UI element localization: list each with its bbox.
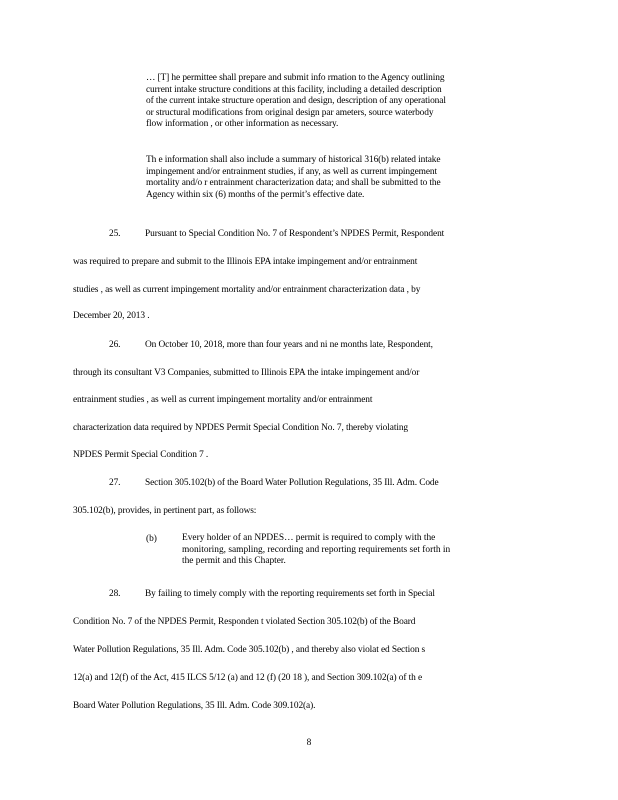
paragraph-25-line-1	[109, 228, 552, 240]
paragraph-28-line: Water Pollution Regulations, 35 Ill. Adm. Code 305.102(b) , and thereby also violat ed Section s	[73, 645, 426, 655]
paragraph-28-line: Condition No. 7 of the NPDES Permit, Responden t violated Section 305.102(b) of the Board	[73, 617, 416, 627]
paragraph-28-line: 12(a) and 12(f) of the Act, 415 ILCS 5/12 (a) and 12 (f) (20 18 ), and Section 309.102(a) of th e	[73, 673, 423, 683]
paragraph-text: On October 10, 2018, more than four years and ni ne months late, Respondent,	[145, 340, 433, 350]
quote-line: flow information , or other information as necessary.	[146, 119, 339, 130]
quote-line: of the current intake structure operation and design, description of any operational	[146, 96, 446, 107]
paragraph-text: Pursuant to Special Condition No. 7 of Respondent’s NPDES Permit, Respondent	[145, 229, 445, 239]
quote-line: current intake structure conditions at this facility, including a detailed description	[146, 84, 442, 95]
paragraph-26-line: through its consultant V3 Companies, submitted to Illinois EPA the intake impingement and/or	[73, 368, 420, 378]
paragraph-25-line: was required to prepare and submit to the Illinois EPA intake impingement and/or entrainment	[73, 257, 418, 267]
paragraph-text: By failing to timely comply with the reporting requirements set forth in Special	[145, 589, 435, 599]
paragraph-26-line-1	[109, 339, 552, 351]
paragraph-number: 27.	[109, 478, 121, 488]
subparagraph-body	[182, 533, 492, 568]
paragraph-25-line: studies , as well as current impingement mortality and/or entrainment characterization data , by	[73, 285, 421, 295]
quote-line: mortality and/o r entrainment characterization data; and shall be submitted to the	[146, 178, 441, 189]
quoted-condition-text-1	[146, 73, 526, 131]
paragraph-28-line: Board Water Pollution Regulations, 35 Ill. Adm. Code 309.102(a).	[73, 701, 316, 711]
paragraph-28-line-1	[109, 588, 552, 600]
quote-line: impingement and/or entrainment studies, if any, as well as current impingement	[146, 166, 437, 177]
subparagraph-line: monitoring, sampling, recording and reporting requirements set forth in	[182, 544, 451, 555]
quote-line: Th e information shall also include a summary of historical 316(b) related intake	[146, 155, 441, 165]
paragraph-25-line: December 20, 2013 .	[73, 311, 150, 321]
paragraph-27-line: 305.102(b), provides, in pertinent part, as follows:	[73, 506, 257, 516]
quoted-condition-text-2	[146, 155, 526, 201]
subparagraph-line: Every holder of an NPDES… permit is required to comply with the	[182, 533, 436, 543]
quote-line: or structural modifications from original design par ameters, source waterbody	[146, 107, 434, 118]
paragraph-number: 25.	[109, 229, 121, 239]
quote-line: Agency within six (6) months of the permit’s effective date.	[146, 189, 365, 200]
subparagraph-line: the permit and this Chapter.	[182, 556, 286, 567]
paragraph-number: 28.	[109, 589, 121, 599]
quote-line: … [T] he permittee shall prepare and submit info rmation to the Agency outlining	[146, 73, 445, 83]
paragraph-26-line: entrainment studies , as well as current impingement mortality and/or entrainment	[73, 395, 373, 405]
page-number: 8	[306, 738, 312, 748]
paragraph-text: Section 305.102(b) of the Board Water Pollution Regulations, 35 Ill. Adm. Code	[145, 478, 439, 488]
paragraph-26-line: NPDES Permit Special Condition 7 .	[73, 450, 209, 460]
subparagraph-label: (b)	[146, 534, 157, 544]
paragraph-26-line: characterization data required by NPDES Permit Special Condition No. 7, thereby violating	[73, 423, 409, 433]
paragraph-number: 26.	[109, 340, 121, 350]
paragraph-27-line-1	[109, 477, 552, 489]
